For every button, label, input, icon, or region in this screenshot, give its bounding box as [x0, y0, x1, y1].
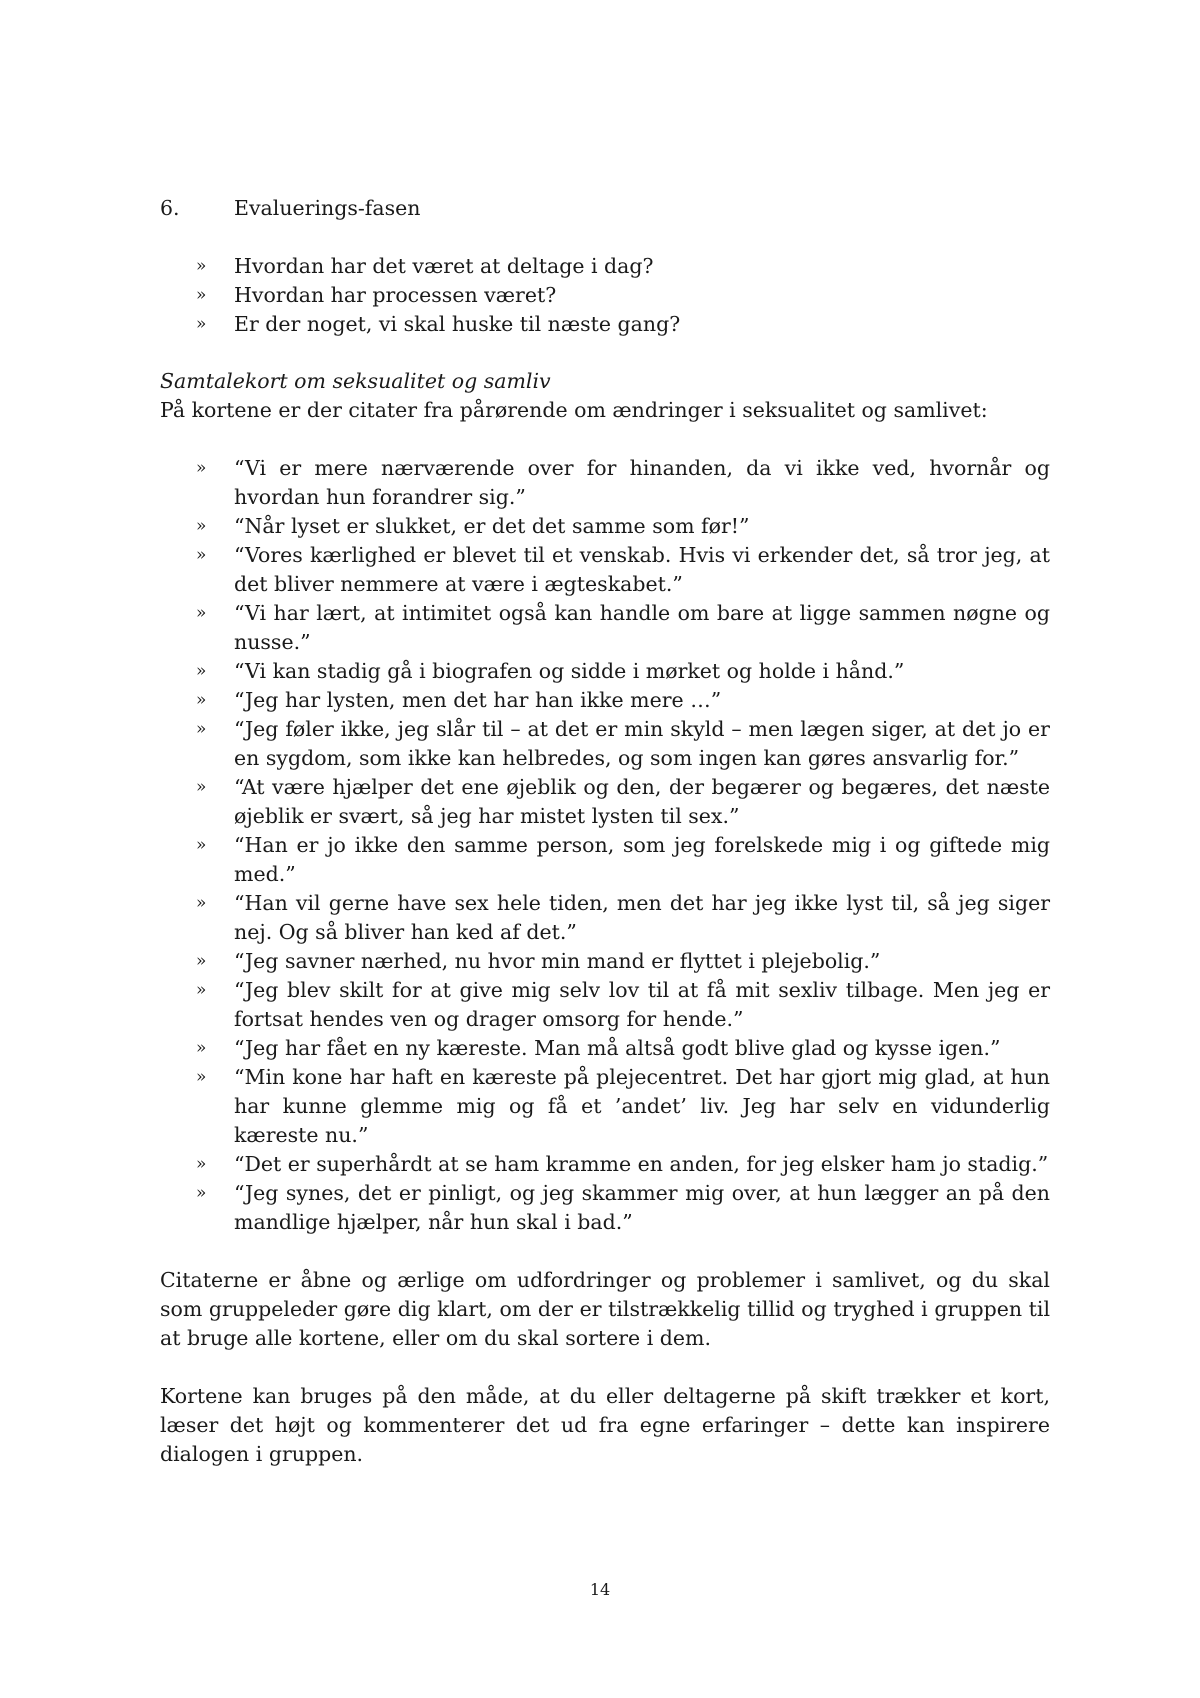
bullet-icon: » [196, 893, 207, 913]
quote-item [160, 599, 1050, 657]
section-heading [160, 194, 1050, 223]
quote-item [160, 831, 1050, 889]
quote-text: “Jeg synes, det er pinligt, og jeg skammer mig over, at hun lægger an på den mandlige hjælper, når hun skal i bad.” [234, 1181, 1050, 1234]
quote-item [160, 657, 1050, 686]
bullet-icon: » [196, 1038, 207, 1058]
bullet-icon: » [196, 545, 207, 565]
bullet-icon: » [196, 777, 207, 797]
quote-text: “Vores kærlighed er blevet til et venskab. Hvis vi erkender det, så tror jeg, at det bliver nemmere at være i ægteskabet.” [234, 543, 1050, 596]
quote-item [160, 686, 1050, 715]
page-number: 14 [589, 1580, 611, 1599]
quote-text: “Jeg savner nærhed, nu hvor min mand er flyttet i plejebolig.” [234, 949, 881, 973]
bullet-icon: » [196, 516, 207, 536]
list-item [160, 281, 720, 310]
body-paragraph: Citaterne er åbne og ærlige om udfordringer og problemer i samlivet, og du skal som gruppeleder gøre dig klart, om der er tilstrækkelig tillid og tryghed i gruppen til at bruge alle kortene, eller om du skal sortere i dem. [160, 1268, 1050, 1350]
quote-text: “Han er jo ikke den samme person, som jeg forelskede mig i og giftede mig med.” [234, 833, 1050, 886]
list-item [160, 252, 720, 281]
section-number: 6. [160, 196, 180, 220]
quote-item [160, 947, 1050, 976]
quote-item [160, 1150, 1050, 1179]
quote-text: “Det er superhårdt at se ham kramme en anden, for jeg elsker ham jo stadig.” [234, 1152, 1049, 1176]
evaluation-question: Hvordan har det været at deltage i dag? [234, 254, 654, 278]
quote-list [160, 454, 1050, 1237]
bullet-icon: » [196, 256, 207, 276]
evaluation-question: Hvordan har processen været? [234, 283, 557, 307]
quote-text: “Jeg føler ikke, jeg slår til – at det er min skyld – men lægen siger, at det jo er en sygdom, som ikke kan helbredes, og som ingen kan gøres ansvarlig for.” [234, 717, 1050, 770]
list-item [160, 310, 720, 339]
quote-text: “Jeg har lysten, men det har han ikke mere …” [234, 688, 722, 712]
intro-text: På kortene er der citater fra pårørende om ændringer i seksualitet og samlivet: [160, 398, 988, 422]
bullet-icon: » [196, 690, 207, 710]
section-title: Evaluerings-fasen [234, 196, 421, 220]
evaluation-question-list [160, 252, 720, 339]
quote-item [160, 454, 1050, 512]
quote-item [160, 541, 1050, 599]
quote-text: “Han vil gerne have sex hele tiden, men det har jeg ikke lyst til, så jeg siger nej. Og så bliver han ked af det.” [234, 891, 1050, 944]
quote-text: “Vi har lært, at intimitet også kan handle om bare at ligge sammen nøgne og nusse.” [234, 601, 1050, 654]
bullet-icon: » [196, 285, 207, 305]
bullet-icon: » [196, 603, 207, 623]
bullet-icon: » [196, 1183, 207, 1203]
bullet-icon: » [196, 719, 207, 739]
quote-item [160, 1063, 1050, 1150]
quote-item [160, 889, 1050, 947]
quote-text: “Jeg blev skilt for at give mig selv lov til at få mit sexliv tilbage. Men jeg er fortsat hendes ven og drager omsorg for hende.” [234, 978, 1050, 1031]
bullet-icon: » [196, 458, 207, 478]
subheading: Samtalekort om seksualitet og samliv [160, 369, 551, 393]
quote-item [160, 715, 1050, 773]
bullet-icon: » [196, 1067, 207, 1087]
bullet-icon: » [196, 314, 207, 334]
body-paragraph: Kortene kan bruges på den måde, at du eller deltagerne på skift trækker et kort, læser det højt og kommenterer det ud fra egne erfaringer – dette kan inspirere dialogen i gruppen. [160, 1384, 1050, 1466]
quote-item [160, 976, 1050, 1034]
quote-item [160, 773, 1050, 831]
quote-item [160, 1034, 1050, 1063]
bullet-icon: » [196, 1154, 207, 1174]
quote-text: “At være hjælper det ene øjeblik og den, der begærer og begæres, det næste øjeblik er svært, så jeg har mistet lysten til sex.” [234, 775, 1050, 828]
quote-text: “Min kone har haft en kæreste på plejecentret. Det har gjort mig glad, at hun har kunne glemme mig og få et ’andet’ liv. Jeg har selv en vidunderlig kæreste nu.” [234, 1065, 1050, 1147]
quote-text: “Vi kan stadig gå i biografen og sidde i mørket og holde i hånd.” [234, 659, 905, 683]
quote-text: “Jeg har fået en ny kæreste. Man må altså godt blive glad og kysse igen.” [234, 1036, 1001, 1060]
evaluation-question: Er der noget, vi skal huske til næste gang? [234, 312, 681, 336]
bullet-icon: » [196, 835, 207, 855]
quote-text: “Vi er mere nærværende over for hinanden, da vi ikke ved, hvornår og hvordan hun forandrer sig.” [234, 456, 1050, 509]
bullet-icon: » [196, 951, 207, 971]
quote-item [160, 512, 1050, 541]
bullet-icon: » [196, 980, 207, 1000]
quote-item [160, 1179, 1050, 1237]
quote-text: “Når lyset er slukket, er det det samme som før!” [234, 514, 750, 538]
document-page [160, 194, 1050, 1469]
bullet-icon: » [196, 661, 207, 681]
